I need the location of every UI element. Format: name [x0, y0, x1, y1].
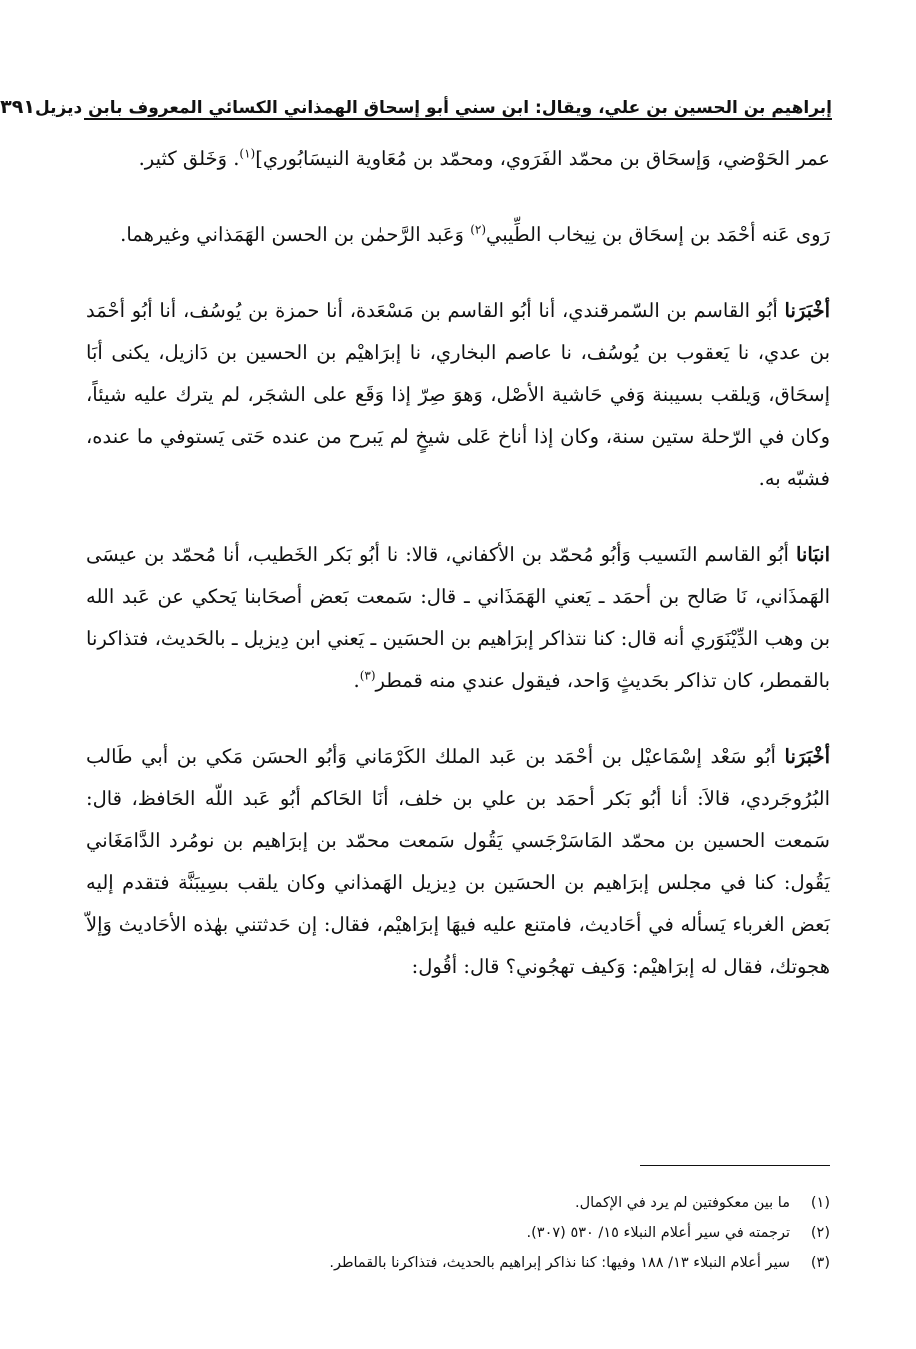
header-rule: [84, 118, 832, 120]
paragraph: [86, 534, 830, 702]
footnote-number: (٣): [810, 1255, 830, 1271]
footnote-number: (١): [810, 1195, 830, 1211]
footnote: [86, 1188, 830, 1218]
paragraph-lead-word: أخْبَرَنا: [784, 299, 830, 322]
paragraph-lead-word: أخْبَرَنا: [784, 745, 830, 768]
main-text: [86, 138, 830, 1022]
running-title: إبراهيم بن الحسين بن علي، ويقال: ابن سني أبو إسحاق الهمذاني الكسائي المعروف بابن ديزيل: [34, 98, 832, 118]
paragraph-tail: وَعَبد الرَّحمٰن بن الحسن الهَمَذاني وغيرهما.: [120, 223, 471, 246]
paragraph-text: أبُو سَعْد إسْمَاعيْل بن أحْمَد بن عَبد الملك الكَرْمَاني وَأبُو الحسَن مَكي بن أبي طَالب البُرُوجَردي، قالاَ: أنا أبُو بَكر أحمَد بن علي بن خلف، أنَا الحَاكم أبُو عَبد اللّه الحَافظ، قال: سَمعت الحسين بن محمّد المَاسَرْجَسي يَقُول سَمعت محمّد بن إبرَاهيم بن نومُرد الدَّامَغَاني يَقُول: كنا في مجلس إبرَاهيم بن الحسَين بن دِيزيل الهَمذاني وكان يلقب بسِيبَنَّة فتقدم إليه بَعض الغرباء يَسأله في أحَاديث، فامتنع عليه فيهَا إبرَاهيْم، فقال: إن حَدثتني بهٰذه الأحَاديث وَإلاّ هجوتك، فقال له إبرَاهيْم: وَكيف تهجُوني؟ قال: أقُول:: [86, 745, 830, 978]
paragraph: [86, 736, 830, 988]
paragraph-text: أبُو القاسم بن السّمرقندي، أنا أبُو القاسم بن مَسْعَدة، أنا حمزة بن يُوسُف، أنا أبُو أحْمَد بن عدي، نا يَعقوب بن يُوسُف، نا عاصم البخاري، نا إبرَاهيْم بن الحسين بن دَازيل، يكنى أبَا إسحَاق، وَيلقب بسيبنة وَفي حَاشية الأصْل، وَهوَ صِرّ إذا وَقَع على الشجَر، لم يترك عليه شيئاً، وكان في الرّحلة ستين سنة، وكان إذا أناخ عَلى شيخٍ لم يَبرح من عنده حَتى يَستوفي ما عنده، فشبّه به.: [86, 299, 830, 490]
paragraph: [86, 138, 830, 180]
paragraph: [86, 290, 830, 500]
footnote-text: ما بين معكوفتين لم يرد في الإكمال.: [575, 1195, 790, 1211]
footnote: [86, 1218, 830, 1248]
paragraph-lead-word: انبَانا: [795, 543, 830, 566]
page-header: [0, 72, 832, 118]
footnote-number: (٢): [810, 1225, 830, 1241]
page-number: ٣٩١: [0, 96, 35, 118]
paragraph: [86, 214, 830, 256]
footnotes: [86, 1188, 830, 1278]
footnote: [86, 1248, 830, 1278]
paragraph-text: رَوى عَنه أحْمَد بن إسحَاق بن نِيخاب الطِّيبي: [486, 223, 830, 246]
footnote-ref: (٣): [359, 668, 376, 683]
footnote-rule: [640, 1165, 830, 1166]
footnote-ref: (٢): [470, 222, 487, 237]
paragraph-text: أبُو القاسم النَسيب وَأبُو مُحمّد بن الأكفاني، قالا: نا أبُو بَكر الخَطيب، أنا مُحمّد بن عيسَى الهَمذَاني، نَا صَالح بن أحمَد ـ يَعني الهَمَذَاني ـ قال: سَمعت بَعض أصحَابنا يَحكي عن عَبد الله بن وهب الدِّيْنَوَري أنه قال: كنا نتذاكر إبرَاهيم بن الحسَين ـ يَعني ابن دِيزيل ـ بالحَديث، فتذاكرنا بالقمطر، كان تذاكر بحَديثٍ وَاحد، فيقول عندي منه قمطر: [86, 543, 830, 692]
footnote-text: ترجمته في سير أعلام النبلاء ١٥/ ٥٣٠ (٣٠٧).: [526, 1225, 790, 1241]
footnote-ref: (١): [239, 146, 256, 161]
paragraph-tail: .: [353, 669, 360, 692]
footnote-text: سير أعلام النبلاء ١٣/ ١٨٨ وفيها: كنا نذاكر إبراهيم بالحديث، فتذاكرنا بالقماطر.: [329, 1255, 790, 1271]
paragraph-text: عمر الحَوْضي، وَإسحَاق بن محمّد الفَرَوي، ومحمّد بن مُعَاوية النيسَابُوري]: [255, 147, 830, 170]
paragraph-tail: . وَخَلق كثير.: [138, 147, 240, 170]
